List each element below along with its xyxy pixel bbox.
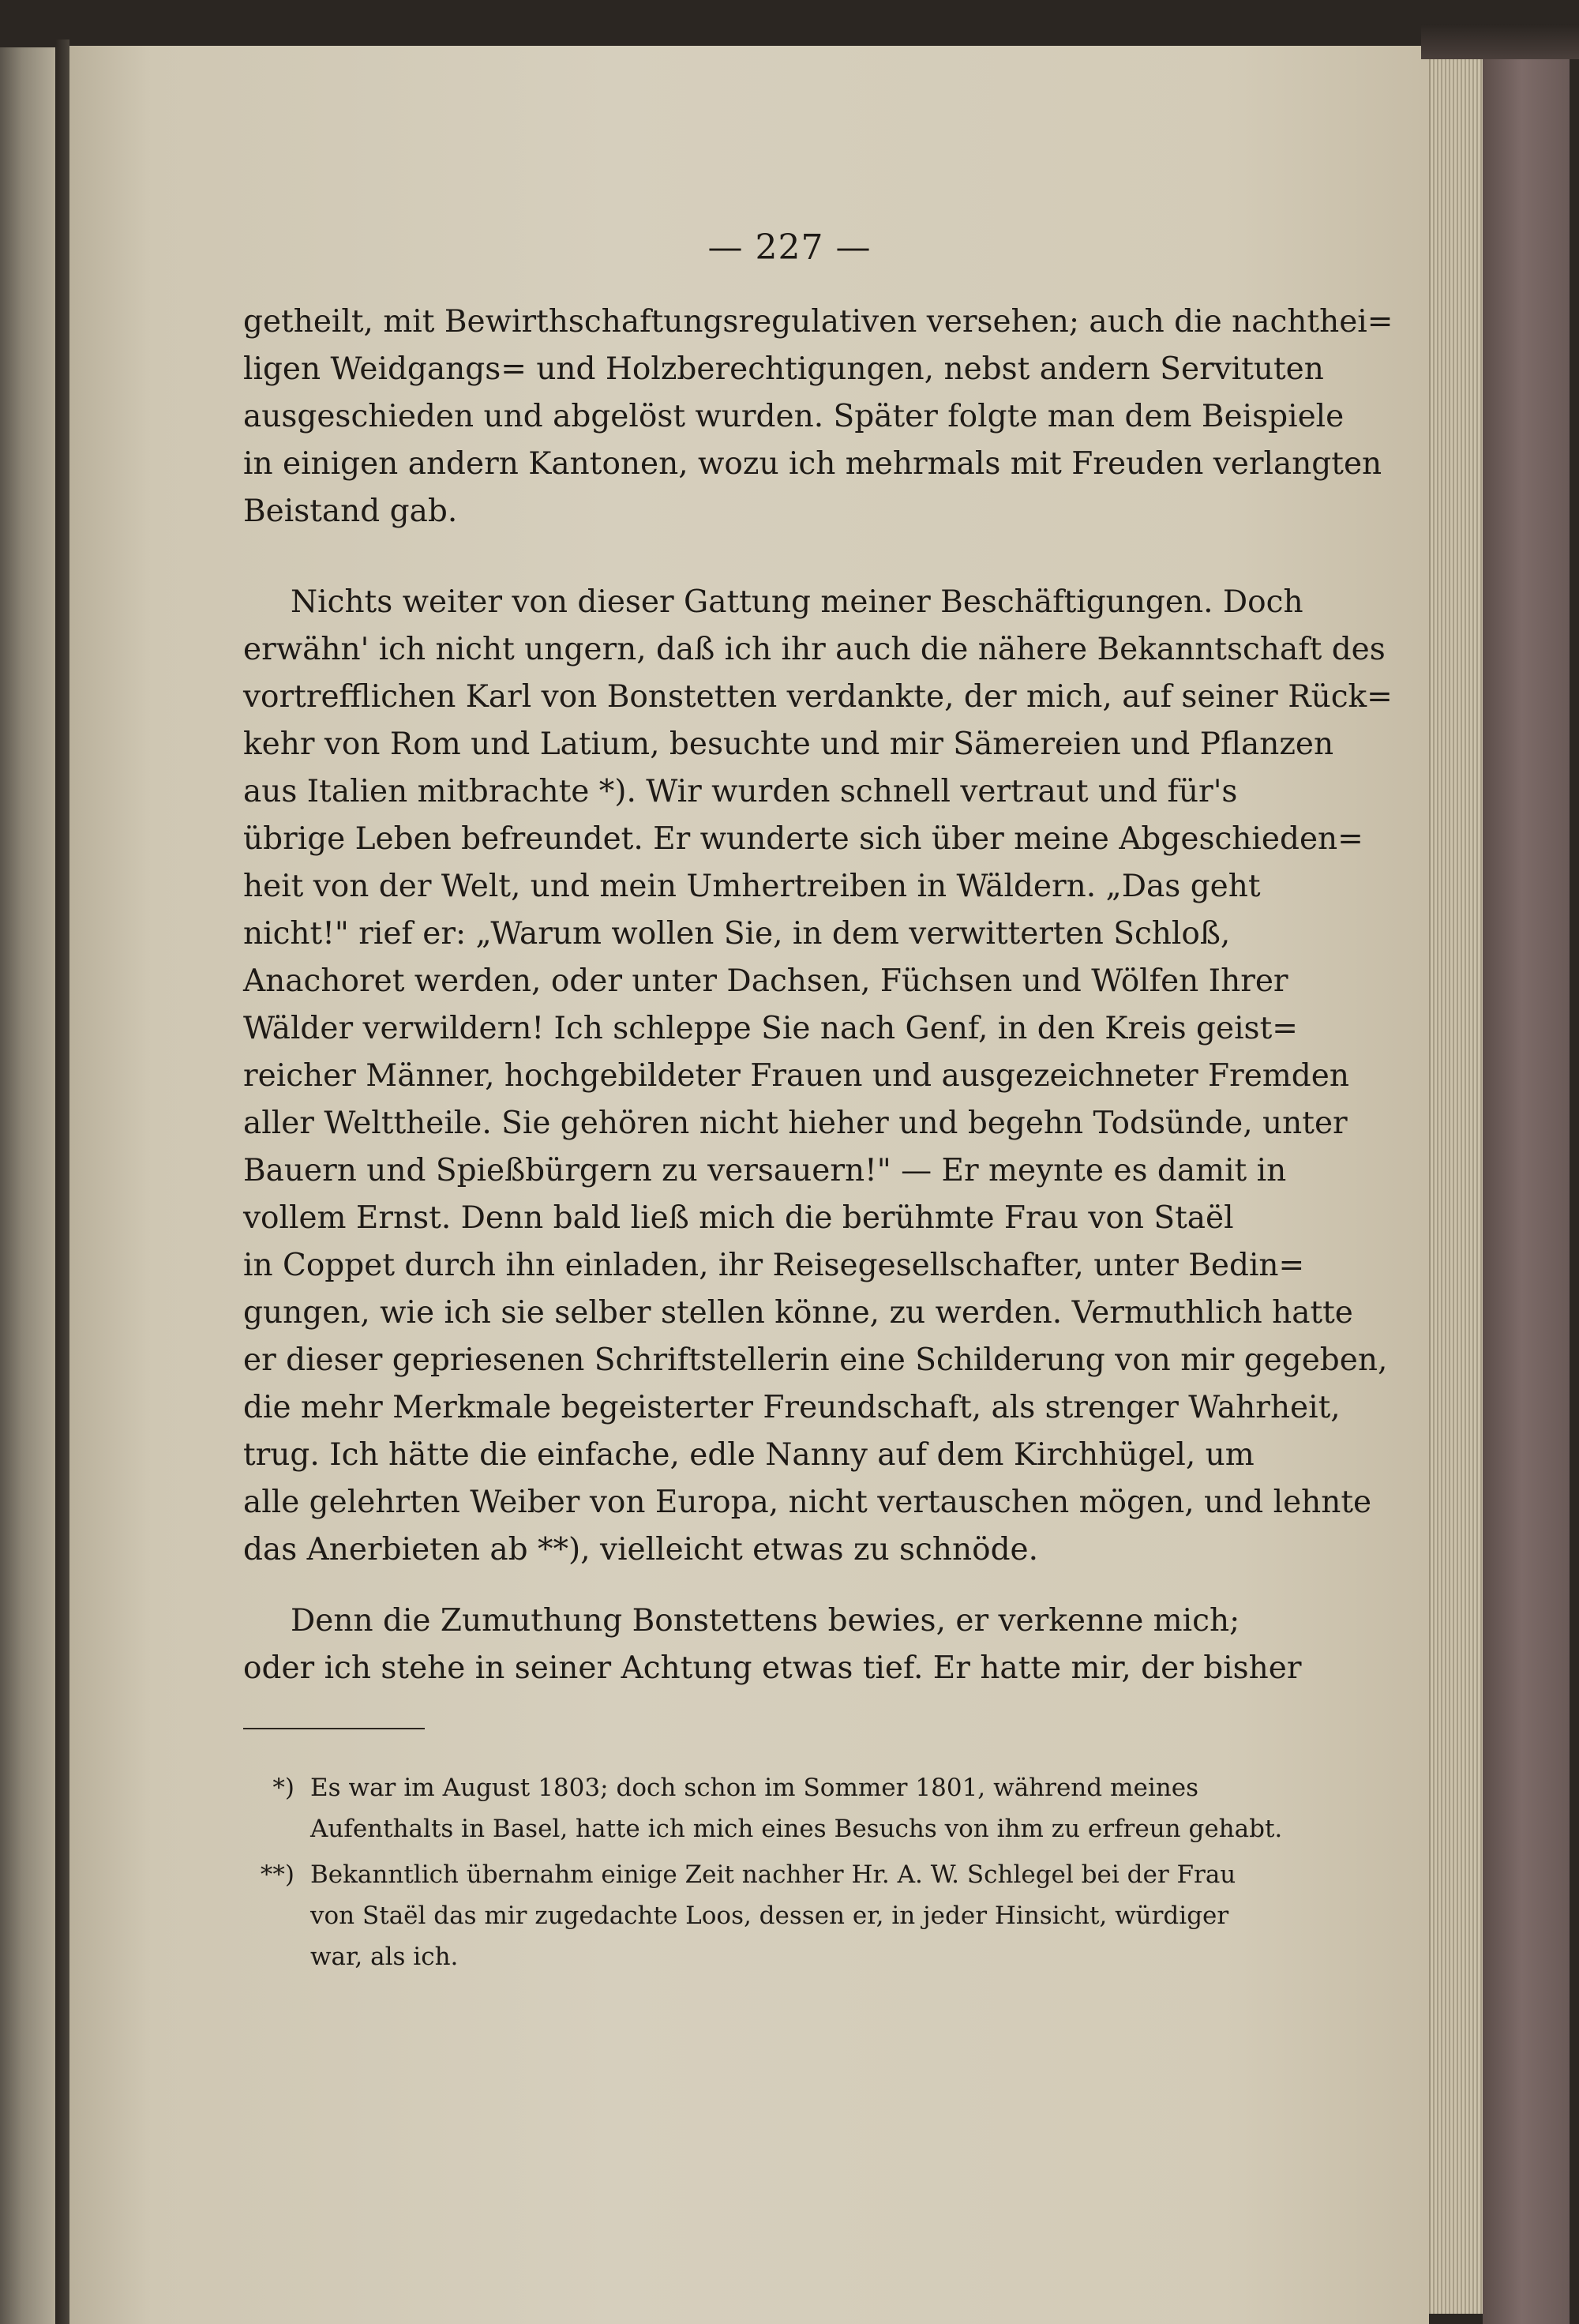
text-line: die mehr Merkmale begeisterter Freundschaft, als strenger Wahrheit, (243, 1390, 1341, 1425)
footnote-marker: **) (260, 1860, 294, 1889)
footnote-marker: *) (272, 1774, 294, 1802)
book-cover (1483, 43, 1570, 2324)
text-line: Beistand gab. (243, 494, 458, 529)
text-line: alle gelehrten Weiber von Europa, nicht vertauschen mögen, und lehnte (243, 1485, 1372, 1520)
text-line: in Coppet durch ihn einladen, ihr Reisegesellschafter, unter Bedin= (243, 1248, 1305, 1283)
text-line: vollem Ernst. Denn bald ließ mich die berühmte Frau von Staël (243, 1200, 1234, 1236)
text-line: ligen Weidgangs= und Holzberechtigungen, nebst andern Servituten (243, 351, 1324, 387)
text-line: kehr von Rom und Latium, besuchte und mir Sämereien und Pflanzen (243, 726, 1334, 762)
text-line: heit von der Welt, und mein Umhertreiben in Wäldern. „Das geht (243, 869, 1261, 904)
text-line: vortrefflichen Karl von Bonstetten verdankte, der mich, auf seiner Rück= (243, 679, 1393, 715)
footnote-line: von Staël das mir zugedachte Loos, dessen er, in jeder Hinsicht, würdiger (310, 1902, 1229, 1930)
text-line: Nichts weiter von dieser Gattung meiner Beschäftigungen. Doch (291, 584, 1303, 620)
text-line: Wälder verwildern! Ich schleppe Sie nach Genf, in den Kreis geist= (243, 1011, 1298, 1046)
text-line: Denn die Zumuthung Bonstettens bewies, er verkenne mich; (291, 1603, 1240, 1639)
page-number: — 227 — (707, 227, 872, 268)
book-gutter (55, 39, 69, 2324)
footnote-line: Aufenthalts in Basel, hatte ich mich eines Besuchs von ihm zu erfreun gehabt. (310, 1815, 1283, 1843)
text-line: Anachoret werden, oder unter Dachsen, Füchsen und Wölfen Ihrer (243, 963, 1288, 999)
text-line: Bauern und Spießbürgern zu versauern!" — Er meynte es damit in (243, 1153, 1287, 1188)
text-line: erwähn' ich nicht ungern, daß ich ihr auch die nähere Bekanntschaft des (243, 632, 1386, 667)
text-line: übrige Leben befreundet. Er wunderte sich über meine Abgeschieden= (243, 821, 1363, 857)
footnote-line: Bekanntlich übernahm einige Zeit nachher Hr. A. W. Schlegel bei der Frau (310, 1860, 1236, 1889)
book-cover-top (1421, 24, 1579, 59)
page-edges (1429, 55, 1484, 2314)
text-line: aller Welttheile. Sie gehören nicht hieher und begehn Todsünde, unter (243, 1106, 1348, 1141)
footnote-line: war, als ich. (310, 1943, 459, 1971)
text-line: in einigen andern Kantonen, wozu ich mehrmals mit Freuden verlangten (243, 446, 1382, 482)
text-line: ausgeschieden und abgelöst wurden. Später folgte man dem Beispiele (243, 399, 1345, 434)
footnote-rule (243, 1728, 425, 1729)
left-page-edge (0, 47, 55, 2324)
text-line: das Anerbieten ab **), vielleicht etwas zu schnöde. (243, 1532, 1039, 1567)
text-line: trug. Ich hätte die einfache, edle Nanny auf dem Kirchhügel, um (243, 1437, 1255, 1473)
text-line: reicher Männer, hochgebildeter Frauen und ausgezeichneter Fremden (243, 1058, 1349, 1094)
text-line: getheilt, mit Bewirthschaftungsregulativen versehen; auch die nachthei= (243, 304, 1393, 340)
text-line: nicht!" rief er: „Warum wollen Sie, in dem verwitterten Schloß, (243, 916, 1231, 952)
text-line: er dieser gepriesenen Schriftstellerin eine Schilderung von mir gegeben, (243, 1342, 1388, 1378)
text-line: gungen, wie ich sie selber stellen könne, zu werden. Vermuthlich hatte (243, 1295, 1353, 1331)
text-line: aus Italien mitbrachte *). Wir wurden schnell vertraut und für's (243, 774, 1238, 809)
footnote-line: Es war im August 1803; doch schon im Sommer 1801, während meines (310, 1774, 1198, 1802)
text-line: oder ich stehe in seiner Achtung etwas tief. Er hatte mir, der bisher (243, 1650, 1302, 1686)
